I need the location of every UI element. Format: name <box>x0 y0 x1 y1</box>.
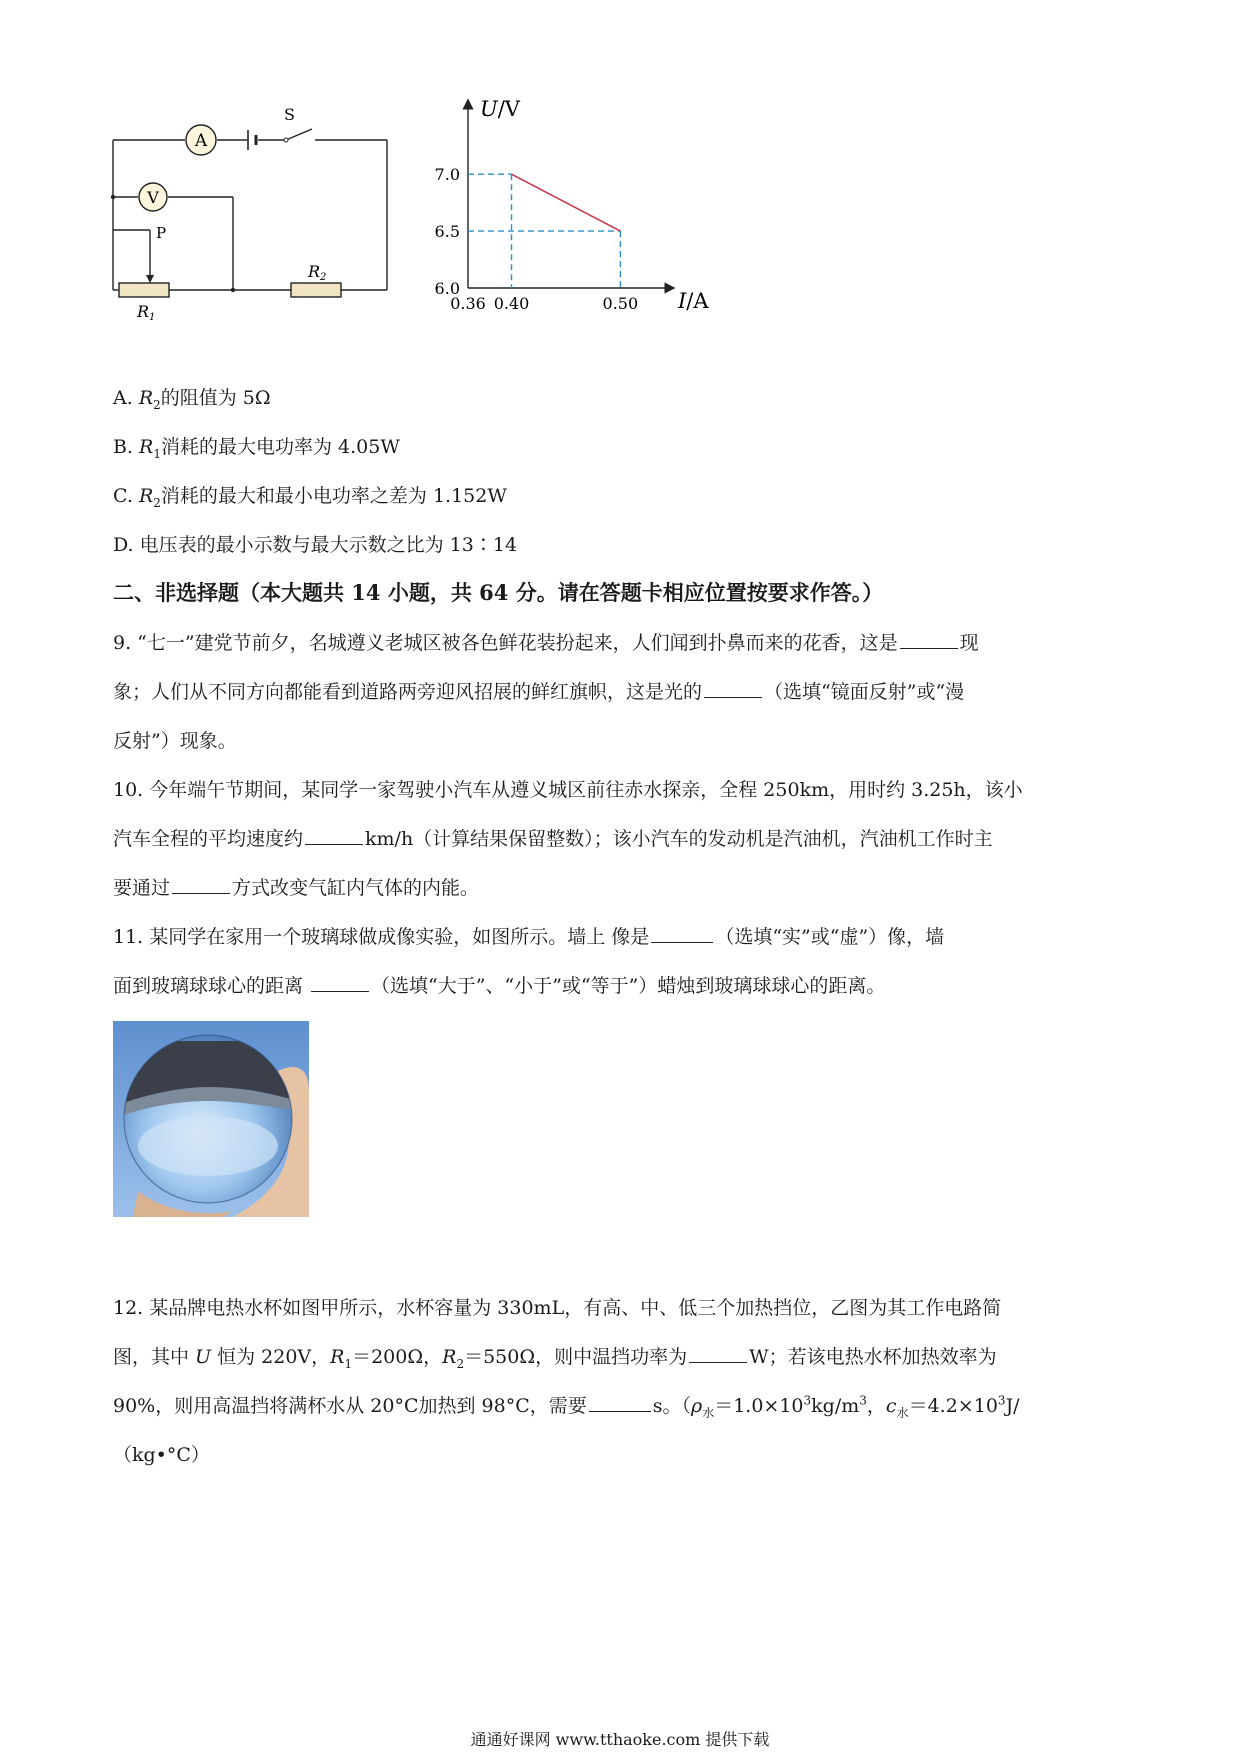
q12-blank1 <box>689 1361 747 1363</box>
r1-label: R1 <box>137 302 156 320</box>
switch-label: S <box>284 105 295 124</box>
slider-label: P <box>156 224 167 242</box>
x-tick-label: 0.40 <box>493 294 530 313</box>
y-tick-label: 6.5 <box>434 222 460 242</box>
q9-line1: 9. “七一”建党节前夕，名城遵义老城区被各色鲜花装扮起来，人们闻到扑鼻而来的花香，这是 现 <box>113 632 979 654</box>
q9-blank2 <box>704 696 762 698</box>
y-axis-label: U/V <box>480 97 520 121</box>
q12-line1: 12. 某品牌电热水杯如图甲所示，水杯容量为 330mL，有高、中、低三个加热挡位，乙图为其工作电路简 <box>113 1297 1002 1319</box>
x-tick-label: 0.36 <box>450 294 486 313</box>
x-axis-label: I/A <box>678 289 709 313</box>
q9-line3: 反射”）现象。 <box>113 730 237 752</box>
u-i-chart <box>420 92 730 322</box>
q12-line2: 图，其中 U 恒为 220V，$R_1=200\Omega$，$R_2=550\Omega$，则中温挡功率为 W；若该电热水杯加热效率为 <box>113 1346 997 1371</box>
q11-line1: 11. 某同学在家用一个玻璃球做成像实验，如图所示。墙上 像是 （选填“实”或“虚”）像，墙 <box>113 926 945 948</box>
q12-blank2 <box>589 1410 651 1412</box>
q12-line4: （kg•°C） <box>113 1444 210 1466</box>
ammeter-label: A <box>194 131 208 151</box>
section-title: 二、非选择题（本大题共 14 小题，共 64 分。请在答题卡相应位置按要求作答。） <box>113 580 884 605</box>
q10-blank1 <box>305 843 363 845</box>
q9-blank1 <box>900 647 958 649</box>
q10-line1: 10. 今年端午节期间，某同学一家驾驶小汽车从遵义城区前往赤水探亲，全程 250km，用时约 3.25h，该小 <box>113 779 1023 801</box>
q12-line3: 90%，则用高温挡将满杯水从 20°C加热到 98°C，需要 s。（$\rho_水=1.0\times 10^3kg/m^3$，$c_水=4.2\times 10^3J/$ <box>113 1393 1020 1420</box>
q11-blank1 <box>651 941 713 943</box>
series-line <box>512 174 621 231</box>
q11-line2: 面到玻璃球球心的距离 （选填“大于”、“小于”或“等于”）蜡烛到玻璃球球心的距离。 <box>113 975 886 997</box>
x-tick-label: 0.50 <box>602 294 639 313</box>
q10-line2: 汽车全程的平均速度约 km/h（计算结果保留整数）；该小汽车的发动机是汽油机，汽油机工作时主 <box>113 828 993 850</box>
r2-label: R2 <box>308 262 327 283</box>
q9-line2: 象；人们从不同方向都能看到道路两旁迎风招展的鲜红旗帜，这是光的 （选填“镜面反射”或“漫 <box>113 681 965 703</box>
option-d: D. 电压表的最小示数与最大示数之比为 13∶14 <box>113 534 518 556</box>
option-c: C. $R_2$消耗的最大和最小电功率之差为 1.152W <box>113 485 507 510</box>
glass-ball-photo <box>113 1021 309 1217</box>
y-tick-label: 7.0 <box>434 165 460 185</box>
voltmeter-label: V <box>147 188 159 207</box>
q11-blank2 <box>311 990 369 992</box>
footer-credit: 通通好课网 www.tthaoke.com 提供下载 <box>470 1730 770 1749</box>
q10-blank2 <box>172 892 230 894</box>
y-tick-label: 6.0 <box>434 279 460 298</box>
option-b: B. $R_1$消耗的最大电功率为 4.05W <box>113 436 400 461</box>
q10-line3: 要通过 方式改变气缸内气体的内能。 <box>113 877 480 899</box>
circuit-diagram <box>105 100 405 320</box>
option-a: A. $R_2$的阻值为 5Ω <box>113 387 271 412</box>
